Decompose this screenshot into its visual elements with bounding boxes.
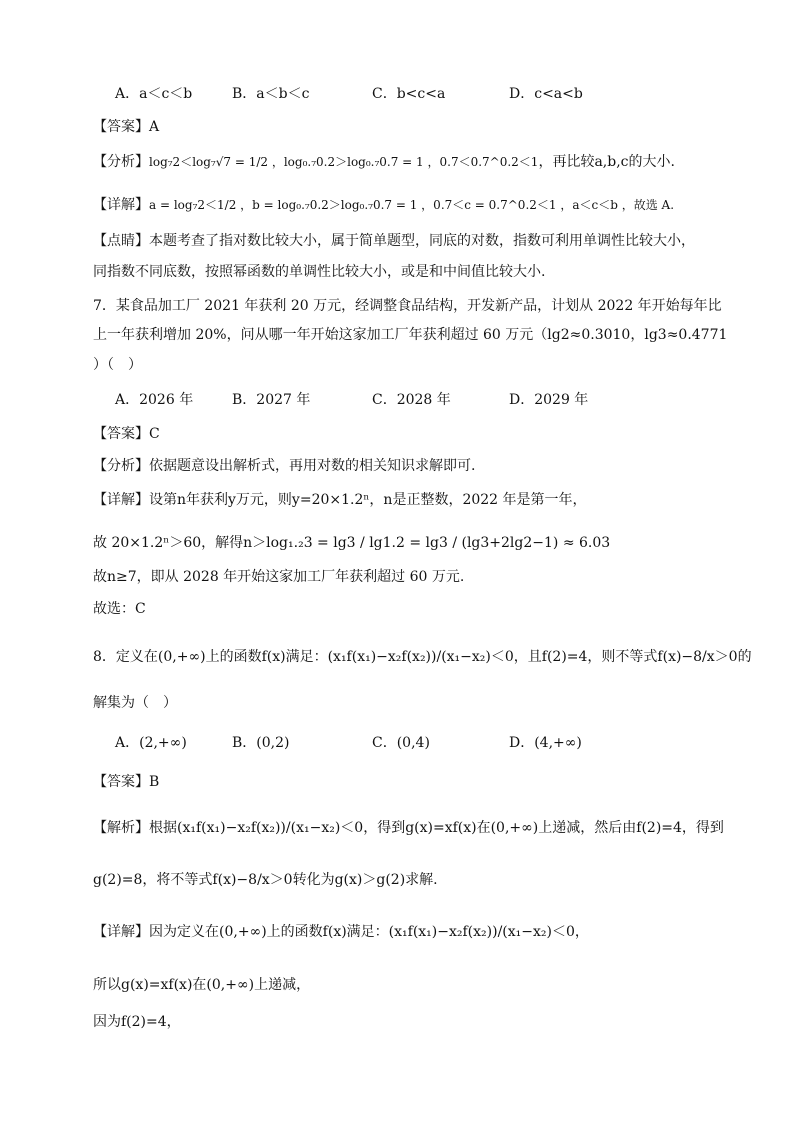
q8-option-d: D．(4,+∞) — [509, 735, 582, 751]
q7-option-b: B．2027 年 — [232, 392, 311, 408]
q7-detail-line2: 故 20×1.2ⁿ＞60，解得n＞log₁.₂3 = lg3 / lg1.2 = lg3 / (lg3+2lg2−1) ≈ 6.03 — [93, 535, 611, 551]
analysis-tag: 【分析】 — [93, 458, 149, 474]
answer-value: B — [149, 774, 160, 790]
q7-detail-line4: 故选：C — [93, 601, 146, 617]
answer-tag: 【答案】 — [93, 119, 149, 135]
detail-text: 设第n年获利y万元，则y=20×1.2ⁿ，n是正整数，2022 年是第一年， — [149, 492, 587, 508]
analysis-text: ，再比较a,b,c的大小. — [538, 154, 675, 170]
q6-analysis — [93, 152, 675, 172]
q8-detail-line2: 所以g(x)=xf(x)在(0,+∞)上递减， — [93, 977, 311, 993]
comment-tag: 【点睛】 — [93, 233, 149, 249]
detail-tag: 【详解】 — [93, 492, 149, 508]
q8-option-b: B．(0,2) — [232, 735, 290, 751]
analysis-tag: 【解析】 — [93, 820, 149, 836]
comment-text: 本题考查了指对数比较大小，属于简单题型，同底的对数，指数可利用单调性比较大小， — [149, 233, 695, 249]
q7-answer — [93, 424, 160, 444]
detail-tag: 【详解】 — [93, 197, 149, 213]
q8-detail-line3: 因为f(2)=4， — [93, 1014, 181, 1030]
q8-stem-line2: 解集为（ ） — [93, 695, 177, 711]
answer-tag: 【答案】 — [93, 774, 149, 790]
q7-analysis — [93, 456, 475, 476]
q8-option-c: C．(0,4) — [372, 735, 430, 751]
q6-option-a: A．a＜c＜b — [115, 86, 193, 102]
analysis-text: 根据(x₁f(x₁)−x₂f(x₂))/(x₁−x₂)＜0，得到g(x)=xf(x)在(0,+∞)上递减，然后由f(2)=4，得到 — [149, 820, 724, 836]
q6-comment-line2: 同指数不同底数，按照幂函数的单调性比较大小，或是和中间值比较大小. — [93, 264, 546, 280]
analysis-math: log₇2＜log₇√7 = 1/2 ，log₀.₇0.2＞log₀.₇0.7 = 1 ，0.7＜0.7^0.2＜1 — [149, 155, 539, 169]
q6-option-c: C．b<c<a — [372, 86, 446, 102]
q7-option-c: C．2028 年 — [372, 392, 451, 408]
q6-detail — [93, 195, 674, 215]
answer-value: C — [149, 426, 160, 442]
q7-stem-line2: 上一年获利增加 20%，问从哪一年开始这家加工厂年获利超过 60 万元（lg2≈0.3010，lg3≈0.4771 — [93, 327, 728, 343]
detail-text: 因为定义在(0,+∞)上的函数f(x)满足：(x₁f(x₁)−x₂f(x₂))/(x₁−x₂)＜0， — [149, 924, 589, 940]
q6-answer — [93, 117, 159, 137]
answer-tag: 【答案】 — [93, 426, 149, 442]
detail-tag: 【详解】 — [93, 924, 149, 940]
q7-stem-line3: ）（ ） — [93, 357, 142, 373]
q8-option-a: A．(2,+∞) — [115, 735, 187, 751]
q6-comment-line1 — [93, 231, 695, 251]
q7-option-a: A．2026 年 — [115, 392, 194, 408]
detail-text: a = log₇2＜1/2 ，b = log₀.₇0.2＞log₀.₇0.7 = 1 ，0.7＜c = 0.7^0.2＜1 ，a＜c＜b ，故选 A. — [149, 198, 675, 212]
analysis-tag: 【分析】 — [93, 154, 149, 170]
q8-answer — [93, 772, 159, 792]
q7-detail-line1 — [93, 490, 587, 510]
q8-analysis-line2: g(2)=8，将不等式f(x)−8/x＞0转化为g(x)＞g(2)求解. — [93, 872, 438, 888]
q7-option-d: D．2029 年 — [509, 392, 589, 408]
q8-analysis-line1 — [93, 818, 724, 838]
analysis-text: 依据题意设出解析式，再用对数的相关知识求解即可. — [149, 458, 476, 474]
q7-detail-line3: 故n≥7，即从 2028 年开始这家加工厂年获利超过 60 万元. — [93, 569, 465, 585]
q6-option-b: B．a＜b＜c — [232, 86, 310, 102]
q6-option-d: D．c<a<b — [509, 86, 583, 102]
q8-detail-line1 — [93, 922, 589, 942]
q8-stem-line1: 8．定义在(0,+∞)上的函数f(x)满足：(x₁f(x₁)−x₂f(x₂))/(x₁−x₂)＜0，且f(2)=4，则不等式f(x)−8/x＞0的 — [93, 649, 752, 665]
answer-value: A — [149, 119, 160, 135]
q7-stem-line1: 7．某食品加工厂 2021 年获利 20 万元，经调整食品结构，开发新产品，计划从 2022 年开始每年比 — [93, 298, 722, 314]
